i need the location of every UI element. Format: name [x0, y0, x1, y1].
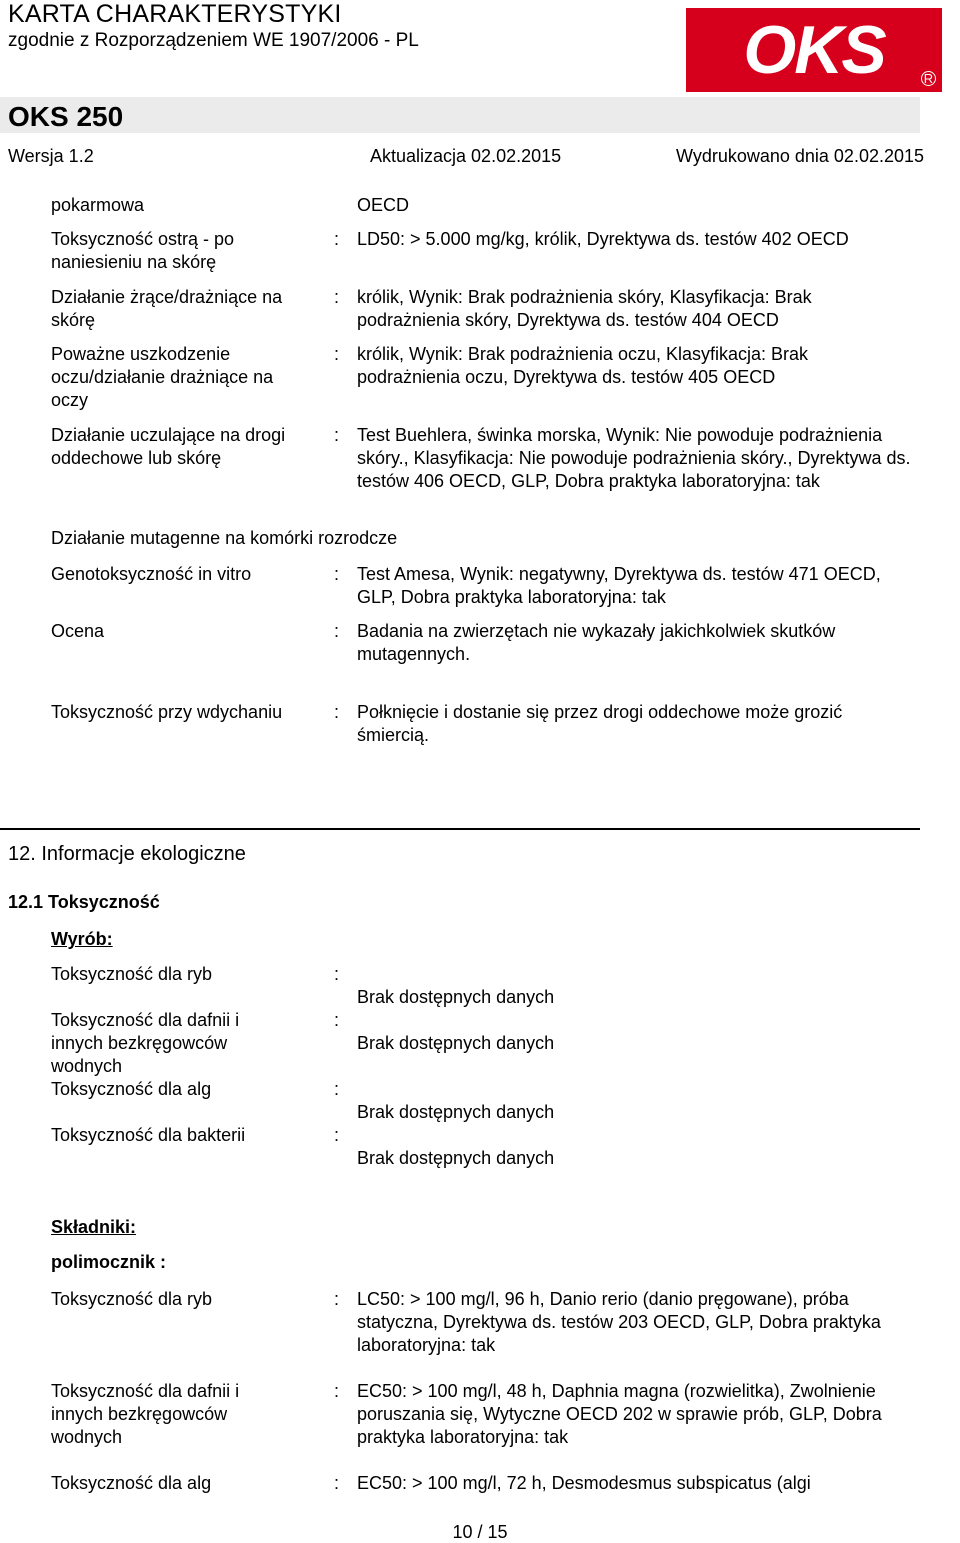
tox-label: Działanie żrące/drażniące na skórę: [51, 287, 283, 330]
section-title: 12. Informacje ekologiczne: [8, 843, 246, 865]
mutagen-label: Ocena: [51, 621, 105, 641]
eco-label: Toksyczność dla alg: [51, 1079, 212, 1099]
eco-label: Toksyczność dla bakterii: [51, 1125, 246, 1145]
mutagen-colon: :: [334, 621, 340, 641]
document-title: KARTA CHARAKTERYSTYKI: [8, 0, 342, 28]
tox-colon: :: [334, 229, 340, 249]
printed-label: Wydrukowano dnia 02.02.2015: [676, 146, 925, 166]
mutagen-colon: :: [334, 564, 340, 584]
registered-mark-icon: R: [921, 71, 936, 86]
regulation-subtitle: zgodnie z Rozporządzeniem WE 1907/2006 - PL: [8, 30, 419, 51]
subsection-title: 12.1 Toksyczność: [8, 892, 160, 912]
component-colon: :: [334, 1381, 340, 1401]
eco-colon: :: [334, 1079, 340, 1099]
product-name: OKS 250: [8, 101, 124, 132]
eco-colon: :: [334, 1125, 340, 1145]
section-divider: [0, 828, 920, 830]
page-number: 10 / 15: [452, 1522, 508, 1542]
component-value: EC50: > 100 mg/l, 48 h, Daphnia magna (rozwielitka), Zwolnienie poruszania się, Wytyczne OECD 202 w sprawie prób, GLP, Dobra praktyka laboratoryjna: tak: [357, 1381, 882, 1447]
tox-label: Działanie uczulające na drogi oddechowe lub skórę: [51, 425, 286, 468]
eco-label: Toksyczność dla dafnii i innych bezkręgowców wodnych: [51, 1010, 240, 1076]
tox-label: Toksyczność ostrą - po naniesieniu na skórę: [51, 229, 235, 272]
component-value: LC50: > 100 mg/l, 96 h, Danio rerio (danio pręgowane), próba statyczna, Dyrektywa ds. testów 203 OECD, GLP, Dobra praktyka laboratoryjna: tak: [357, 1289, 881, 1355]
component-label: Toksyczność dla dafnii i innych bezkręgowców wodnych: [51, 1381, 240, 1447]
tox-value: LD50: > 5.000 mg/kg, królik, Dyrektywa ds. testów 402 OECD: [357, 229, 849, 249]
component-label: Toksyczność dla ryb: [51, 1289, 213, 1309]
mutagen-value: Test Amesa, Wynik: negatywny, Dyrektywa ds. testów 471 OECD, GLP, Dobra praktyka laboratoryjna: tak: [357, 564, 881, 607]
eco-colon: :: [334, 1010, 340, 1030]
component-colon: :: [334, 1289, 340, 1309]
tox-value: Test Buehlera, świnka morska, Wynik: Nie powoduje podrażnienia skóry., Klasyfikacja: Nie powoduje podrażnienia skóry., Dyrektywa ds. testów 406 OECD, GLP, Dobra praktyka laboratoryjna: tak: [357, 425, 911, 491]
component-colon: :: [334, 1473, 340, 1493]
product-heading: Wyrób:: [51, 929, 113, 949]
components-heading: Składniki:: [51, 1217, 137, 1237]
tox-value: OECD: [357, 195, 410, 215]
eco-colon: :: [334, 964, 340, 984]
component-value: EC50: > 100 mg/l, 72 h, Desmodesmus subspicatus (algi: [357, 1473, 811, 1493]
tox-label: Poważne uszkodzenie oczu/działanie drażniące na oczy: [51, 344, 274, 410]
tox-colon: :: [334, 344, 340, 364]
product-bar: [0, 97, 920, 133]
mutagen-value: Badania na zwierzętach nie wykazały jakichkolwiek skutków mutagennych.: [357, 621, 836, 664]
logo-text: OKS: [743, 12, 885, 88]
tox-colon: :: [334, 425, 340, 445]
tox-colon: :: [334, 287, 340, 307]
component-label: Toksyczność dla alg: [51, 1473, 212, 1493]
tox-label: pokarmowa: [51, 195, 145, 215]
mutagen-value: Połknięcie i dostanie się przez drogi oddechowe może grozić śmiercią.: [357, 702, 843, 745]
eco-label: Toksyczność dla ryb: [51, 964, 213, 984]
eco-value: Brak dostępnych danych: [357, 1102, 555, 1122]
oks-logo: [686, 8, 942, 92]
mutagen-colon: :: [334, 702, 340, 722]
mutagen-label: Genotoksyczność in vitro: [51, 564, 252, 584]
tox-value: królik, Wynik: Brak podrażnienia skóry, Klasyfikacja: Brak podrażnienia skóry, Dyrektywa ds. testów 404 OECD: [357, 287, 812, 330]
tox-value: królik, Wynik: Brak podrażnienia oczu, Klasyfikacja: Brak podrażnienia oczu, Dyrektywa ds. testów 405 OECD: [357, 344, 809, 387]
eco-value: Brak dostępnych danych: [357, 987, 555, 1007]
eco-value: Brak dostępnych danych: [357, 1148, 555, 1168]
version-label: Wersja 1.2: [8, 146, 94, 166]
component-name: polimocznik :: [51, 1252, 167, 1272]
mutagen-heading: Działanie mutagenne na komórki rozrodcze: [51, 528, 398, 548]
updated-label: Aktualizacja 02.02.2015: [370, 146, 562, 166]
mutagen-label: Toksyczność przy wdychaniu: [51, 702, 283, 722]
eco-value: Brak dostępnych danych: [357, 1033, 555, 1053]
